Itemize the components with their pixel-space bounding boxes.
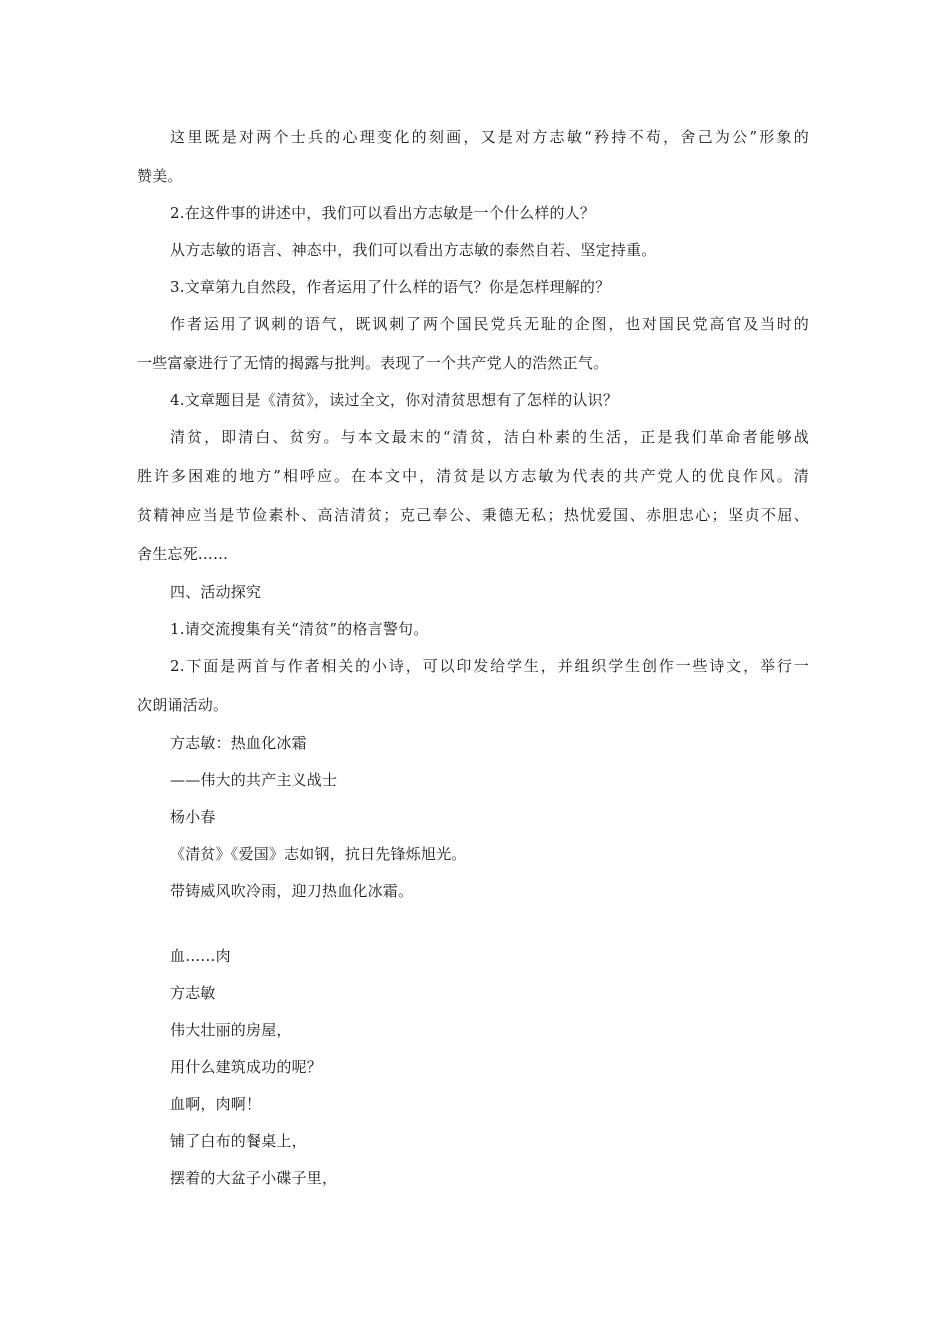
answer-4-line: 胜许多困难的地方”相呼应。在本文中，清贫是以方志敏为代表的共产党人的优良作风。清 [137,467,809,485]
poem-2-line: 血啊，肉啊！ [170,1095,262,1113]
poem-2-line: 摆着的大盆子小碟子里， [170,1169,338,1187]
poem-2-line: 铺了白布的餐桌上， [170,1132,307,1150]
activity-2-line: 次朗诵活动。 [137,696,229,714]
answer-4-line: 舍生忘死…… [137,545,229,563]
poem-2-line: 伟大壮丽的房屋， [170,1021,292,1039]
poem-1-title: 方志敏：热血化冰霜 [170,734,307,752]
question-3: 3.文章第九自然段，作者运用了什么样的语气？你是怎样理解的？ [170,278,611,296]
poem-2-title: 血……肉 [170,947,231,965]
answer-3-line: 一些富豪进行了无情的揭露与批判。表现了一个共产党人的浩然正气。 [137,354,609,372]
poem-1-subtitle: ——伟大的共产主义战士 [170,771,338,789]
poem-2-author: 方志敏 [170,984,216,1002]
answer-4-line: 清贫，即清白、贫穷。与本文最末的“清贫，洁白朴素的生活，正是我们革命者能够战 [170,428,809,446]
question-4: 4.文章题目是《清贫》，读过全文，你对清贫思想有了怎样的认识？ [170,391,619,409]
poem-2-line: 用什么建筑成功的呢？ [170,1058,323,1076]
question-2: 2.在这件事的讲述中，我们可以看出方志敏是一个什么样的人？ [170,204,596,222]
poem-1-line: 《清贫》《爱国》志如钢，抗日先锋烁旭光。 [170,845,467,863]
answer-2: 从方志敏的语言、神态中，我们可以看出方志敏的泰然自若、坚定持重。 [170,241,657,259]
poem-1-line: 带铸威风吹冷雨，迎刀热血化冰霜。 [170,882,414,900]
paragraph-line: 赞美。 [137,167,183,185]
poem-1-author: 杨小春 [170,808,216,826]
answer-4-line: 贫精神应当是节俭素朴、高洁清贫；克己奉公、秉德无私；热忧爱国、赤胆忠心；坚贞不屈、 [137,506,809,524]
activity-1: 1.请交流搜集有关“清贫”的格言警句。 [170,620,429,638]
activity-2-line: 2.下面是两首与作者相关的小诗，可以印发给学生，并组织学生创作一些诗文，举行一 [170,657,809,675]
paragraph-line: 这里既是对两个士兵的心理变化的刻画，又是对方志敏“矜持不苟，舍己为公”形象的 [170,128,809,146]
answer-3-line: 作者运用了讽刺的语气，既讽刺了两个国民党兵无耻的企图，也对国民党高官及当时的 [170,315,809,333]
section-heading: 四、活动探究 [170,583,262,601]
